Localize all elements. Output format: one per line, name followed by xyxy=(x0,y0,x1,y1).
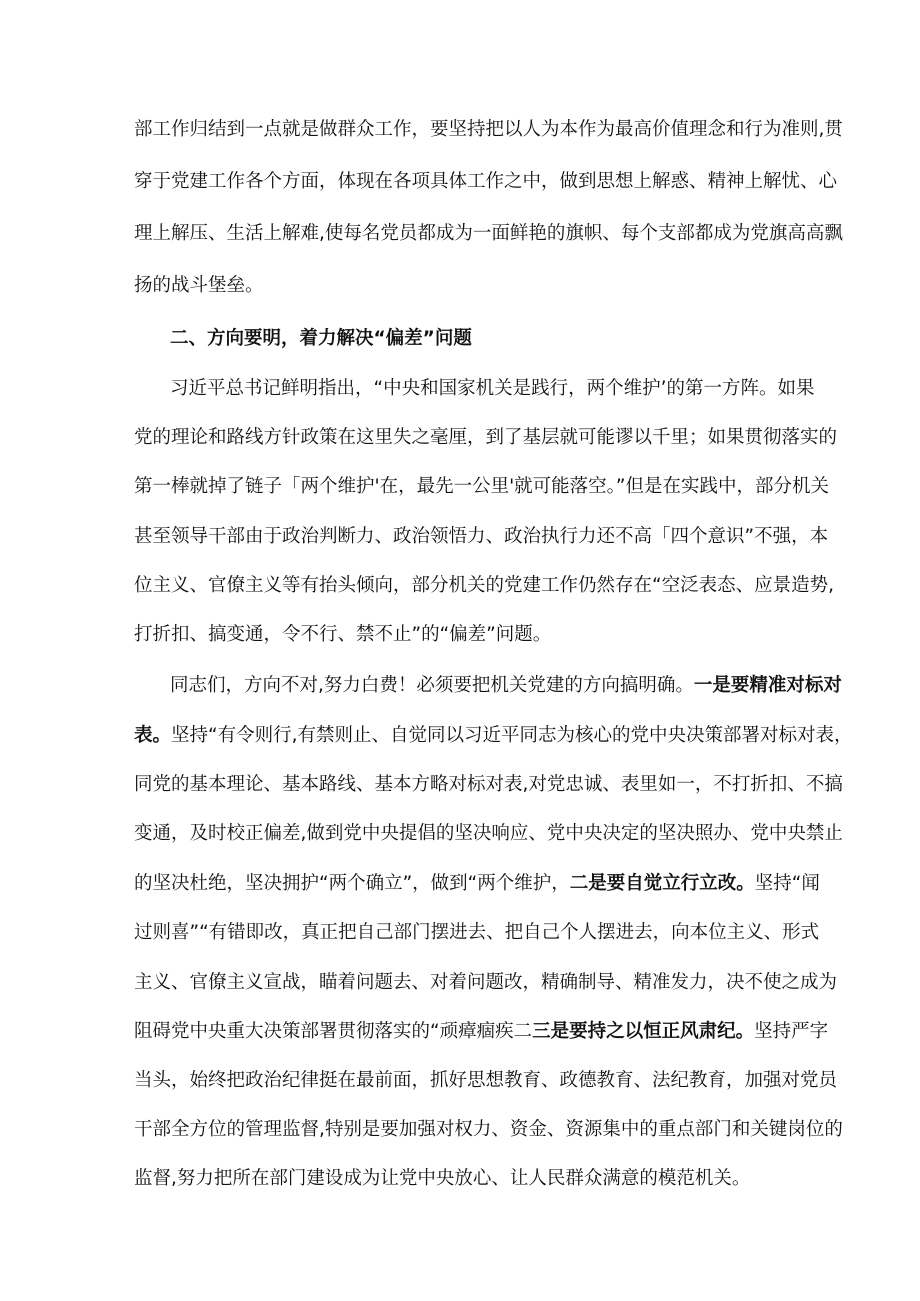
emphasis-text: 表。 xyxy=(134,725,172,746)
emphasis-text: 三是要持之以恒正风肃纪。 xyxy=(532,1021,755,1042)
text-run: 同志们，方向不对,努力白费！必须要把机关党建的方向搞明确。 xyxy=(170,675,694,696)
text-run: 的坚决杜绝，坚决拥护“两个确立”，做到“两个维护， xyxy=(134,873,570,894)
paragraph-line: 位主义、官僚主义等有抬头倾向，部分机关的党建工作仍然存在“空泛表态、应景造势, xyxy=(134,575,834,596)
paragraph-line: 干部全方位的管理监督,特别是要加强对权力、资金、资源集中的重点部门和关键岗位的 xyxy=(134,1119,843,1140)
paragraph-line xyxy=(134,723,853,749)
paragraph-line: 当头，始终把政治纪律挺在最前面，抓好思想教育、政德教育、法纪教育，加强对党员 xyxy=(134,1070,838,1091)
paragraph-line: 理上解压、生活上解难,使每名党员都成为一面鲜艳的旗帜、每个支部都成为党旗高高飘 xyxy=(134,223,843,244)
emphasis-text: 一是要精准对标对 xyxy=(693,675,842,696)
paragraph-line: 同党的基本理论、基本路线、基本方略对标对表,对党忠诚、表里如一，不打折扣、不搞 xyxy=(134,774,843,795)
section-heading: 二、方向要明，着力解决“偏差”问题 xyxy=(170,328,472,349)
paragraph-line: 变通，及时校正偏差,做到党中央提倡的坚决响应、党中央决定的坚决照办、党中央禁止 xyxy=(134,823,843,844)
paragraph-line xyxy=(134,1019,829,1045)
paragraph-line: 部工作归结到一点就是做群众工作，要坚持把以人为本作为最高价值理念和行为准则,贯 xyxy=(134,119,843,140)
paragraph-line xyxy=(134,871,820,897)
paragraph-line: 扬的战斗堡垒。 xyxy=(134,275,264,296)
paragraph-line: 党的理论和路线方针政策在这里失之毫厘，到了基层就可能谬以千里；如果贯彻落实的 xyxy=(134,427,838,448)
paragraph-line: 习近平总书记鲜明指出，“中央和国家机关是践行，两个维护’的第一方阵。如果 xyxy=(170,378,815,399)
paragraph-line xyxy=(170,673,842,699)
paragraph-line: 甚至领导干部由于政治判断力、政治领悟力、政治执行力还不高「四个意识”不强，本 xyxy=(134,526,829,547)
emphasis-text: 二是要自觉立行立改。 xyxy=(569,873,755,894)
paragraph-line: 穿于党建工作各个方面，体现在各项具体工作之中，做到思想上解惑、精神上解忧、心 xyxy=(134,171,838,192)
text-run: 坚持严字 xyxy=(754,1021,829,1042)
text-run: 坚持“有令则行,有禁则止、自觉同以习近平同志为核心的党中央决策部署对标对表， xyxy=(171,725,853,746)
paragraph-line: 打折扣、搞变通，令不行、禁不止”的“偏差”问题。 xyxy=(134,624,552,645)
paragraph-line: 主义、官僚主义宣战，瞄着问题去、对着问题改，精确制导、精准发力，决不使之成为 xyxy=(134,972,838,993)
text-run: 阻碍党中央重大决策部署贯彻落实的“顽瘴痼疾二 xyxy=(134,1021,533,1042)
paragraph-line: 过则喜”“有错即改，真正把自己部门摆进去、把自己个人摆进去，向本位主义、形式 xyxy=(134,922,820,943)
paragraph-line: 第一棒就掉了链子「两个维护'在，最先一公里'就可能落空。”但是在实践中，部分机关 xyxy=(134,476,830,497)
paragraph-line: 监督,努力把所在部门建设成为让党中央放心、让人民群众满意的模范机关。 xyxy=(134,1168,751,1189)
text-run: 坚持“闻 xyxy=(754,873,820,894)
